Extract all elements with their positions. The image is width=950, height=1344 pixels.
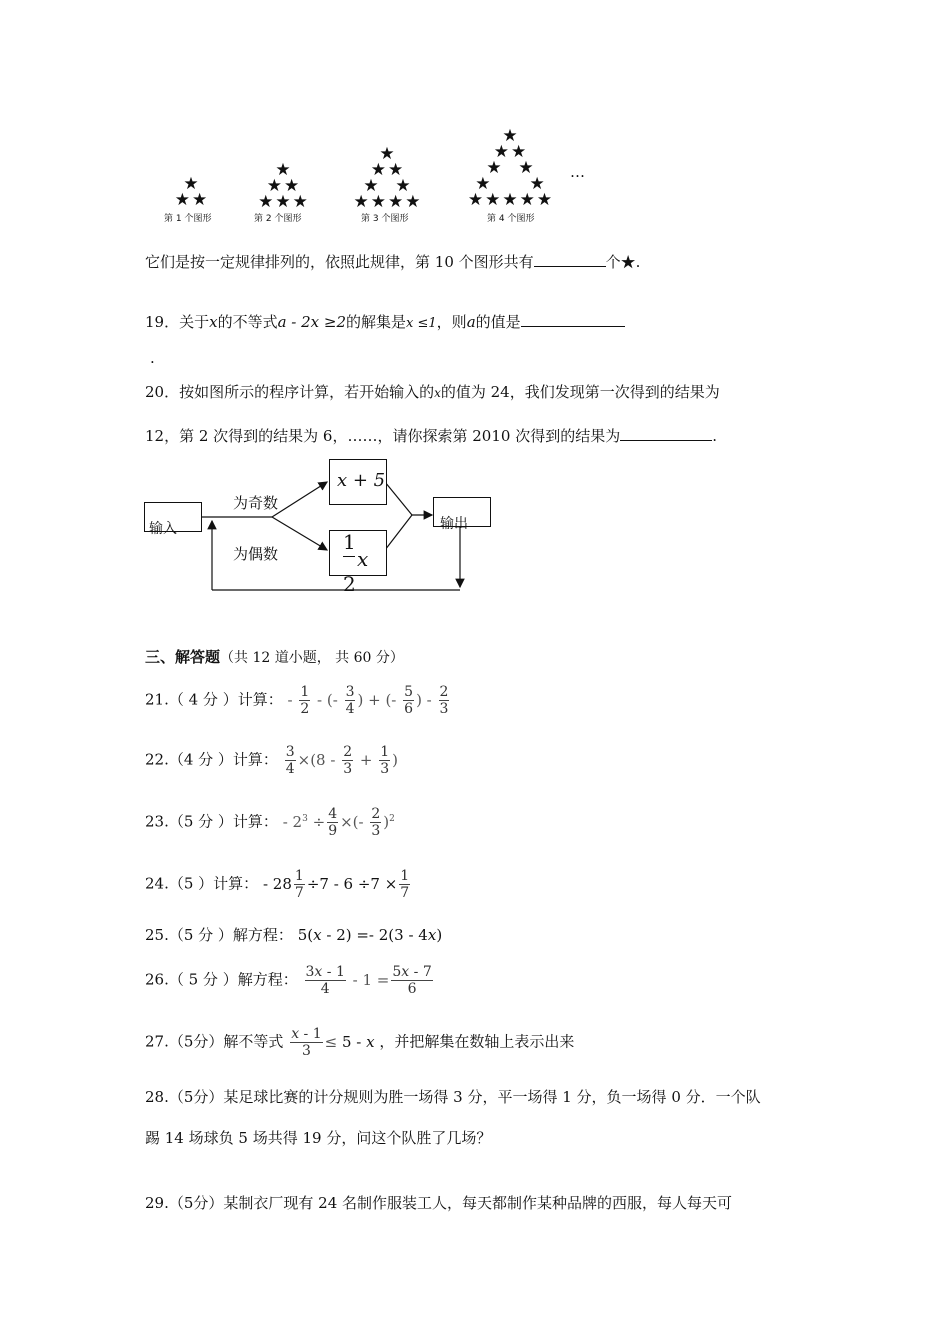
fraction: $\frac{x - 1}{3}$ xyxy=(291,1026,322,1059)
odd-label: 为奇数 xyxy=(233,494,279,512)
even-expression-denominator: 2 xyxy=(343,572,356,596)
figure-caption-4: 第 4 个图形 xyxy=(487,214,535,224)
fraction: $\frac{3}{4}$ xyxy=(285,744,295,777)
q18-body: 它们是按一定规律排列的，依照此规律，第 10 个图形共有 xyxy=(145,253,534,271)
q20-line1b: 的值为 24，我们发现第一次得到的结果为 xyxy=(440,383,720,401)
star-row: ★★ xyxy=(493,142,529,162)
q22-math: $\frac{3}{4}$ ×(8 - $\frac{2}{3}$ + $\frac{1}{3}$ ) xyxy=(285,744,399,777)
q27-tail: ，并把解集在数轴上表示出来 xyxy=(379,1032,575,1051)
fraction: $\frac{4}{9}$ xyxy=(328,806,338,839)
star-row: ★★★ xyxy=(258,192,310,212)
fraction: $\frac{5x - 7}{6}$ xyxy=(392,964,432,997)
star-row: ★★ xyxy=(174,190,210,210)
fraction: $\frac{1}{7}$ xyxy=(400,868,410,901)
q25-label: 25.（5 分 ）解方程： xyxy=(145,926,293,944)
output-label: 输出 xyxy=(440,516,468,532)
q19-mid2: 的解集是 xyxy=(346,313,407,331)
q23-math: - $2^3$ ÷ $\frac{4}{9}$ ×(- $\frac{2}{3}$ )$^2$ xyxy=(282,806,395,839)
star-row: ★ xyxy=(379,144,397,164)
inequality: a - 2x ≥2 xyxy=(277,313,347,331)
q21-math: - $\frac{1}{2}$ - (- $\frac{3}{4}$ ) + (- $\frac{5}{6}$ ) - $\frac{2}{3}$ xyxy=(287,684,449,717)
odd-expression: x + 5 xyxy=(337,470,386,491)
q20-line2: 12，第 2 次得到的结果为 6，……，请你探索第 2010 次得到的结果为 xyxy=(145,427,621,445)
question-22 xyxy=(145,744,398,777)
question-26 xyxy=(145,964,435,997)
fraction: $\frac{1}{2}$ xyxy=(300,684,310,717)
q26-math: $\frac{3x - 1}{4}$ - 1 = $\frac{5x - 7}{6}$ xyxy=(305,964,432,997)
question-21 xyxy=(145,684,451,717)
fraction: $\frac{3x - 1}{4}$ xyxy=(305,964,345,997)
star-row: ★ xyxy=(502,126,520,146)
fraction: $\frac{2}{3}$ xyxy=(343,744,353,777)
q21-label: 21.（ 4 分 ）计算： xyxy=(145,690,283,709)
q25-math: 5(x - 2) =- 2(3 - 4x) xyxy=(297,926,443,944)
question-28-line2: 踢 14 场球负 5 场共得 19 分，问这个队胜了几场？ xyxy=(145,1129,492,1147)
figure-caption-1: 第 1 个图形 xyxy=(164,214,212,224)
fraction: $\frac{2}{3}$ xyxy=(439,684,449,717)
var-x: x xyxy=(434,386,441,400)
question-23 xyxy=(145,806,395,839)
even-fraction-bar xyxy=(343,556,355,557)
star-row: ★ xyxy=(275,160,293,180)
section-title: 三、解答题 xyxy=(145,648,221,666)
input-label: 输入 xyxy=(149,521,177,537)
question-29-line1: 29.（5分）某制衣厂现有 24 名制作服装工人，每天都制作某种品牌的西服，每人每天可 xyxy=(145,1194,733,1212)
q18-tail: 个★. xyxy=(605,253,641,271)
q19-dot: . xyxy=(150,349,155,367)
even-expression-numerator: 1 xyxy=(343,530,356,554)
var-a: a xyxy=(466,313,476,331)
star-row: ★★★★★ xyxy=(467,190,555,210)
question-28-line1: 28.（5分）某足球比赛的计分规则为胜一场得 3 分，平一场得 1 分，负一场得 0 分．一个队 xyxy=(145,1088,761,1106)
figure-ellipsis: … xyxy=(570,163,585,181)
q22-label: 22.（4 分 ）计算： xyxy=(145,750,278,769)
fraction: $\frac{1}{7}$ xyxy=(294,868,304,901)
question-24 xyxy=(145,868,412,901)
fraction: $\frac{1}{3}$ xyxy=(380,744,390,777)
fraction: $\frac{5}{6}$ xyxy=(404,684,414,717)
section-note: （共 12 道小题， 共 60 分） xyxy=(220,650,404,666)
star-row: ★ ★ xyxy=(363,176,413,196)
q19-prefix: 19．关于 xyxy=(145,313,210,331)
section-heading xyxy=(145,647,404,668)
fraction: $\frac{2}{3}$ xyxy=(371,806,381,839)
q20-line1: 20．按如图所示的程序计算，若开始输入的 xyxy=(145,383,435,401)
star-row: ★ xyxy=(183,174,201,194)
figure-caption-2: 第 2 个图形 xyxy=(254,214,302,224)
figure-caption-3: 第 3 个图形 xyxy=(361,214,409,224)
q24-label: 24.（5 ）计算： xyxy=(145,874,259,893)
q20-line2-end: . xyxy=(712,427,717,445)
question-27 xyxy=(145,1026,574,1059)
q26-label: 26.（ 5 分 ）解方程： xyxy=(145,970,298,989)
var-x: x xyxy=(209,313,218,331)
q24-math: - 28 $\frac{1}{7}$ ÷7 - 6 ÷7 × $\frac{1}{7}$ xyxy=(262,868,410,901)
q27-label: 27.（5分）解不等式 xyxy=(145,1032,284,1051)
q19-mid3: ，则 xyxy=(436,313,467,331)
even-expression-variable: x xyxy=(357,547,369,571)
star-row: ★ ★ xyxy=(475,174,547,194)
star-row: ★★ xyxy=(370,160,406,180)
even-label: 为偶数 xyxy=(233,545,279,563)
q19-mid1: 的不等式 xyxy=(217,313,278,331)
solution: x ≤1 xyxy=(406,316,437,331)
q27-math: $\frac{x - 1}{3}$ ≤ 5 - x xyxy=(291,1026,375,1059)
question-25 xyxy=(145,925,442,945)
star-row: ★ ★ xyxy=(486,158,536,178)
star-row: ★★★★ xyxy=(353,192,423,212)
star-row: ★★ xyxy=(266,176,302,196)
fraction: $\frac{3}{4}$ xyxy=(345,684,355,717)
q19-mid4: 的值是 xyxy=(475,313,521,331)
q23-label: 23.（5 分 ）计算： xyxy=(145,812,278,831)
